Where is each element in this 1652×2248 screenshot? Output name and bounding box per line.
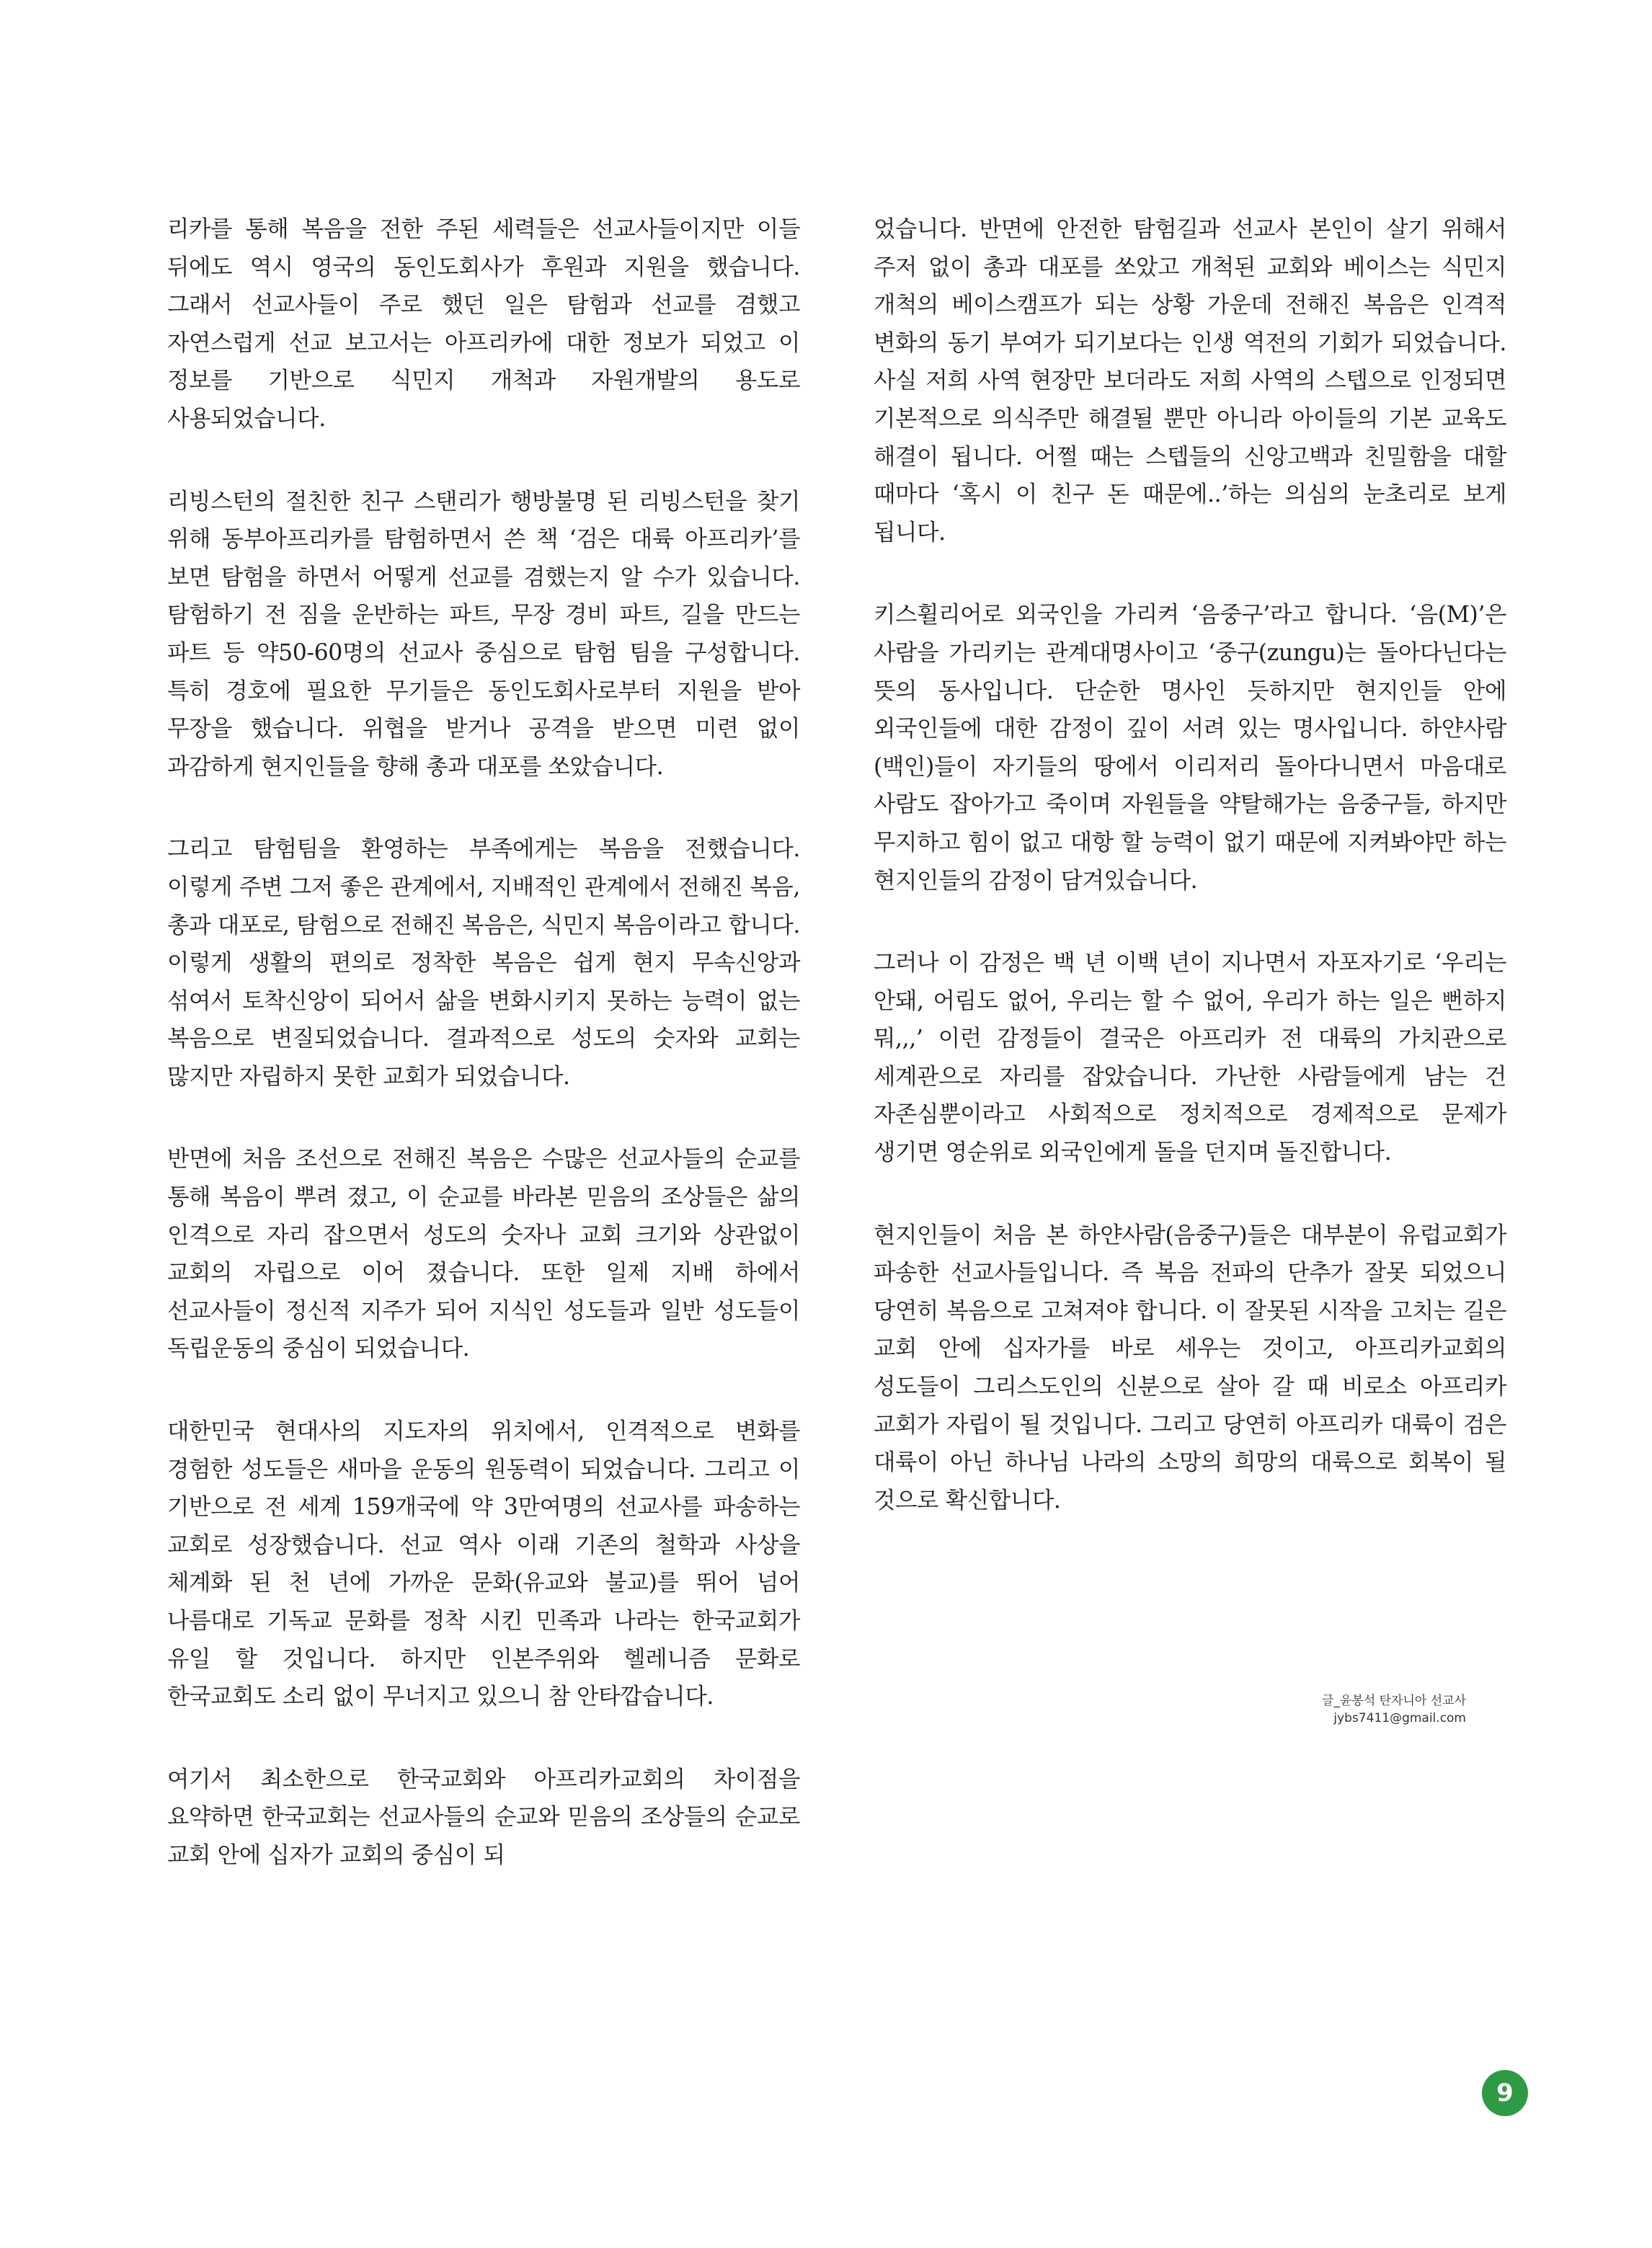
paragraph: 키스휠리어로 외국인을 가리켜 ‘음중구’라고 합니다. ‘음(M)’은 사람을 가리키는 관계대명사이고 ‘중구(zungu)는 돌아다닌다는 뜻의 동사입니다. 단순한 명사인 듯하지만 현지인들 안에 외국인들에 대한 감정이 깊이 서려 있는 명사입니다. 하얀사람(백인)들이 자기들의 땅에서 이리저리 돌아다니면서 마음대로 사람도 잡아가고 죽이며 자원들을 약탈해가는 음중구들, 하지만 무지하고 힘이 없고 대항 할 능력이 없기 때문에 지켜봐야만 하는 현지인들의 감정이 담겨있습니다. xyxy=(874,602,1506,894)
paragraph: 그러나 이 감정은 백 년 이백 년이 지나면서 자포자기로 ‘우리는 안돼, 어림도 없어, 우리는 할 수 없어, 우리가 하는 일은 뻔하지 뭐,,,’ 이런 감정들이 결국은 아프리카 전 대륙의 가치관으로 세계관으로 자리를 잡았습니다. 가난한 사람들에게 남는 건 자존심뿐이라고 사회적으로 정치적으로 경제적으로 문제가 생기면 영순위로 외국인에게 돌을 던지며 돌진합니다. xyxy=(874,950,1506,1166)
paragraph: 반면에 처음 조선으로 전해진 복음은 수많은 선교사들의 순교를 통해 복음이 뿌려 졌고, 이 순교를 바라본 믿음의 조상들은 삶의 인격으로 자리 잡으면서 성도의 숫자나 교회 크기와 상관없이 교회의 자립으로 이어 졌습니다. 또한 일제 지배 하에서 선교사들이 정신적 지주가 되어 지식인 성도들과 일반 성도들이 독립운동의 중심이 되었습니다. xyxy=(167,1146,800,1362)
paragraph: 여기서 최소한으로 한국교회와 아프리카교회의 차이점을 요약하면 한국교회는 선교사들의 순교와 믿음의 조상들의 순교로 교회 안에 십자가 교회의 중심이 되 xyxy=(167,1766,800,1868)
left-column xyxy=(167,210,800,1919)
paragraph: 대한민국 현대사의 지도자의 위치에서, 인격적으로 변화를 경험한 성도들은 새마을 운동의 원동력이 되었습니다. 그리고 이 기반으로 전 세계 159개국에 약 3만여명의 선교사를 파송하는 교회로 성장했습니다. 선교 역사 이래 기존의 철학과 사상을 체계화 된 천 년에 가까운 문화(유교와 불교)를 뛰어 넘어 나름대로 기독교 문화를 정착 시킨 민족과 나라는 한국교회가 유일 할 것입니다. 하지만 인본주위와 헬레니즘 문화로 한국교회도 소리 없이 무너지고 있으니 참 안타깝습니다. xyxy=(167,1418,800,1710)
paragraph: 리빙스턴의 절친한 친구 스탠리가 행방불명 된 리빙스턴을 찾기 위해 동부아프리카를 탐험하면서 쓴 책 ‘검은 대륙 아프리카’를 보면 탐험을 하면서 어떻게 선교를 겸했는지 알 수가 있습니다. 탐험하기 전 짐을 운반하는 파트, 무장 경비 파트, 길을 만드는 파트 등 약50-60명의 선교사 중심으로 탐험 팀을 구성합니다. 특히 경호에 필요한 무기들은 동인도회사로부터 지원을 받아 무장을 했습니다. 위협을 받거나 공격을 받으면 미련 없이 과감하게 현지인들을 향해 총과 대포를 쏘았습니다. xyxy=(167,488,800,780)
paragraph: 현지인들이 처음 본 하얀사람(음중구)들은 대부분이 유럽교회가 파송한 선교사들입니다. 즉 복음 전파의 단추가 잘못 되었으니 당연히 복음으로 고쳐져야 합니다. 이 잘못된 시작을 고치는 길은 교회 안에 십자가를 바로 세우는 것이고, 아프리카교회의 성도들이 그리스도인의 신분으로 살아 갈 때 비로소 아프리카 교회가 자립이 될 것입니다. 그리고 당연히 아프리카 대륙이 검은 대륙이 아닌 하나님 나라의 소망의 희망의 대륙으로 회복이 될 것으로 확신합니다. xyxy=(874,1222,1506,1514)
paragraph: 그리고 탐험팀을 환영하는 부족에게는 복음을 전했습니다. 이렇게 주변 그저 좋은 관계에서, 지배적인 관계에서 전해진 복음, 총과 대포로, 탐험으로 전해진 복음은, 식민지 복음이라고 합니다. 이렇게 생활의 편의로 정착한 복음은 쉽게 현지 무속신앙과 섞여서 토착신앙이 되어서 삶을 변화시키지 못하는 능력이 없는 복음으로 변질되었습니다. 결과적으로 성도의 숫자와 교회는 많지만 자립하지 못한 교회가 되었습니다. xyxy=(167,836,800,1090)
author-name: 글_윤봉석 탄자니아 선교사 xyxy=(1322,1694,1466,1708)
author-signature xyxy=(1322,1692,1466,1727)
paragraph: 리카를 통해 복음을 전한 주된 세력들은 선교사들이지만 이들 뒤에도 역시 영국의 동인도회사가 후원과 지원을 했습니다. 그래서 선교사들이 주로 했던 일은 탐험과 선교를 겸했고 자연스럽게 선교 보고서는 아프리카에 대한 정보가 되었고 이 정보를 기반으로 식민지 개척과 자원개발의 용도로 사용되었습니다. xyxy=(167,216,800,432)
page-number-badge: 9 xyxy=(1482,2070,1528,2116)
right-column xyxy=(874,210,1506,1564)
author-email: jybs7411@gmail.com xyxy=(1333,1711,1466,1725)
paragraph: 었습니다. 반면에 안전한 탐험길과 선교사 본인이 살기 위해서 주저 없이 총과 대포를 쏘았고 개척된 교회와 베이스는 식민지 개척의 베이스캠프가 되는 상황 가운데 전해진 복음은 인격적 변화의 동기 부여가 되기보다는 인생 역전의 기회가 되었습니다. 사실 저희 사역 현장만 보더라도 저희 사역의 스텝으로 인정되면 기본적으로 의식주만 해결될 뿐만 아니라 아이들의 기본 교육도 해결이 됩니다. 어쩔 때는 스텝들의 신앙고백과 친밀함을 대할 때마다 ‘혹시 이 친구 돈 때문에..’하는 의심의 눈초리로 보게 됩니다. xyxy=(874,216,1506,546)
